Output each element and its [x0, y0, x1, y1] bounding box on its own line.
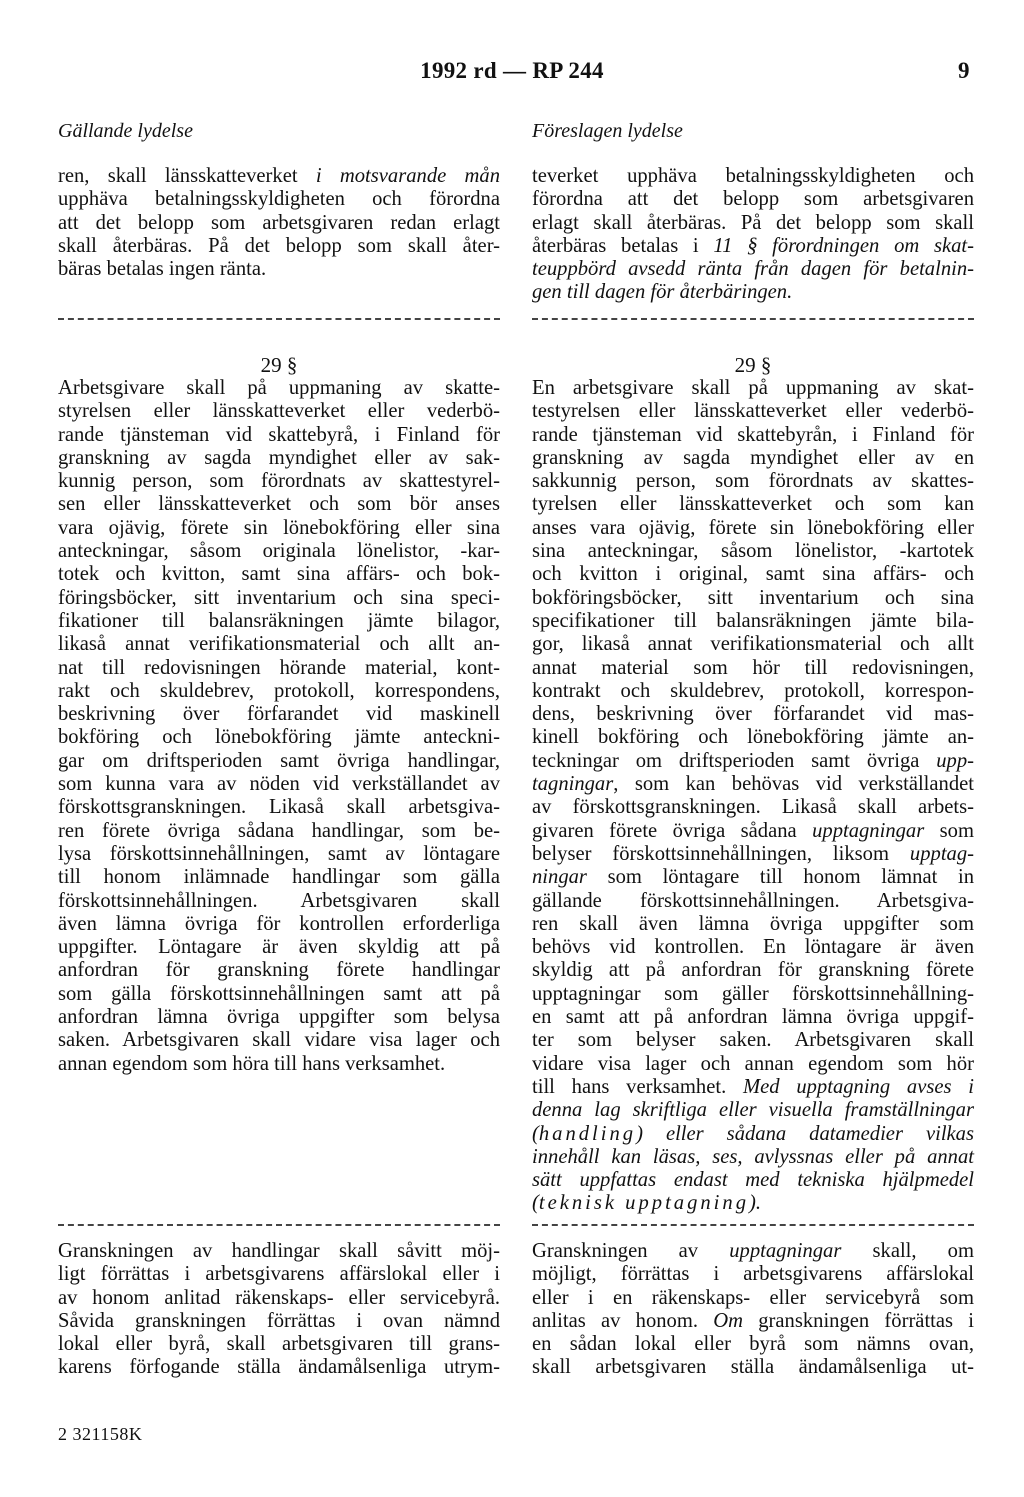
omission-separator: [58, 318, 500, 320]
current-inspection-paragraph: Granskningen av handlingar skall såvitt möj- ligt förrättas i arbetsgivarens affärslokal eller i av honom anlitad räkenskaps- eller servicebyrå. Såvida granskningen förrättas i ovan nämnd lokal eller byrå, skall arbetsgivaren till grans- karens förfogande ställa ändamålsenliga utrym-: [58, 1240, 500, 1379]
current-wording-heading: Gällande lydelse: [58, 120, 193, 142]
section-number: 29 §: [260, 353, 298, 377]
section-number: 29 §: [734, 353, 772, 377]
current-section-29-paragraph: Arbetsgivare skall på uppmaning av skatte- styrelsen eller länsskatteverket eller vederbö- rande tjänsteman vid skattebyrå, i Finland för granskning av sagda myndighet eller av sak- kunnig person, som förordnats av skattestyrel- sen eller länsskatteverket och som bör anses vara ojävig, förete sin lönebokföring eller sina anteckningar, såsom originala lönelistor, -kar- totek och kvitton, samt sina affärs- och bok- föringsböcker, sitt inventarium och sina speci- fikationer till balansräkningen jämte bilagor, likaså annat verifikationsmaterial och allt an- nat till redovisningen hörande material, kont- rakt och skuldebrev, protokoll, korrespondens, beskrivning över förfarandet vid maskinell bokföring och lönebokföring jämte anteckni- gar om driftsperioden samt övriga handlingar, som kunna vara av nöden vid verkställandet av förskottsgranskningen. Likaså skall arbetsgiva- ren förete övriga sådana handlingar, som be- lysa förskottsinnehållningen, samt av löntagare till honom inlämnade handlingar som gälla förskottsinnehållningen. Arbetsgivaren skall även lämna övriga för kontrollen erforderliga uppgifter. Löntagare är även skyldig att på anfordran för granskning förete handlingar som gälla förskottsinnehållningen samt att på anfordran lämna övriga uppgifter som belysa saken. Arbetsgivaren skall vidare visa lager och annan egendom som höra till hans verksamhet.: [58, 377, 500, 1075]
current-wording-intro-paragraph: ren, skall länsskatteverket i motsvarande mån upphäva betalningsskyldigheten och förordna att det belopp som arbetsgivaren redan erlagt skall återbäras. På det belopp som skall åter- bäras betalas ingen ränta.: [58, 165, 501, 281]
omission-separator: [532, 1224, 974, 1226]
page-number: 9: [958, 58, 970, 83]
proposed-wording-intro-paragraph: teverket upphäva betalningsskyldigheten och förordna att det belopp som arbetsgivaren erlagt skall återbäras. På det belopp som skall återbäras betalas i 11 § förordningen om skat- teuppbörd avsedd ränta från dagen för betalnin- gen till dagen för återbäringen.: [532, 165, 974, 304]
document-header-title: 1992 rd — RP 244: [420, 58, 604, 83]
proposed-section-29-paragraph: En arbetsgivare skall på uppmaning av skat- testyrelsen eller länsskatteverket eller vederbö- rande tjänsteman vid skattebyrån, i Finland för granskning av sagda myndighet eller av en sakkunnig person, som förordnats av skattes- tyrelsen eller länsskatteverket och som kan anses vara ojävig, förete sin lönebokföring eller sina anteckningar, såsom lönelistor, -kartotek och kvitton i original, samt sina affärs- och bokföringsböcker, sitt inventarium och sina specifikationer till balansräkningen jämte bila- gor, likaså annat verifikationsmaterial och allt annat material som hör till redovisningen, kontrakt och skuldebrev, protokoll, korrespon- dens, beskrivning över förfarandet vid mas- kinell bokföring och lönebokföring jämte an- teckningar om driftsperioden samt övriga upp- tagningar, som kan behövas vid verkställandet av förskottsgranskningen. Likaså skall arbets- givaren förete övriga sådana upptagningar som belyser förskottsinnehållningen, liksom upptag- ningar som löntagare till honom lämnat in gällande förskottsinnehållningen. Arbetsgiva- ren skall även lämna övriga uppgifter som behövs vid kontrollen. En löntagare är även skyldig att på anfordran för granskning förete upptagningar som gäller förskottsinnehållning- en samt att på anfordran lämna övriga uppgif- ter som belyser saken. Arbetsgivaren skall vidare visa lager och annan egendom som hör till hans verksamhet. Med upptagning avses i denna lag skriftliga eller visuella framställningar (handling) eller sådana datamedier vilkas innehåll kan läsas, ses, avlyssnas eller på annat sätt uppfattas endast med tekniska hjälpmedel (teknisk upptagning).: [532, 377, 974, 1215]
print-code: 2 321158K: [58, 1424, 143, 1444]
proposed-inspection-paragraph: Granskningen av upptagningar skall, om möjligt, förrättas i arbetsgivarens affärslokal eller i en räkenskaps- eller servicebyrå som anlitas av honom. Om granskningen förrättas i en sådan lokal eller byrå som nämns ovan, skall arbetsgivaren ställa ändamålsenliga ut-: [532, 1240, 975, 1379]
proposed-wording-heading: Föreslagen lydelse: [532, 120, 683, 142]
omission-separator: [532, 318, 974, 320]
omission-separator: [58, 1224, 500, 1226]
